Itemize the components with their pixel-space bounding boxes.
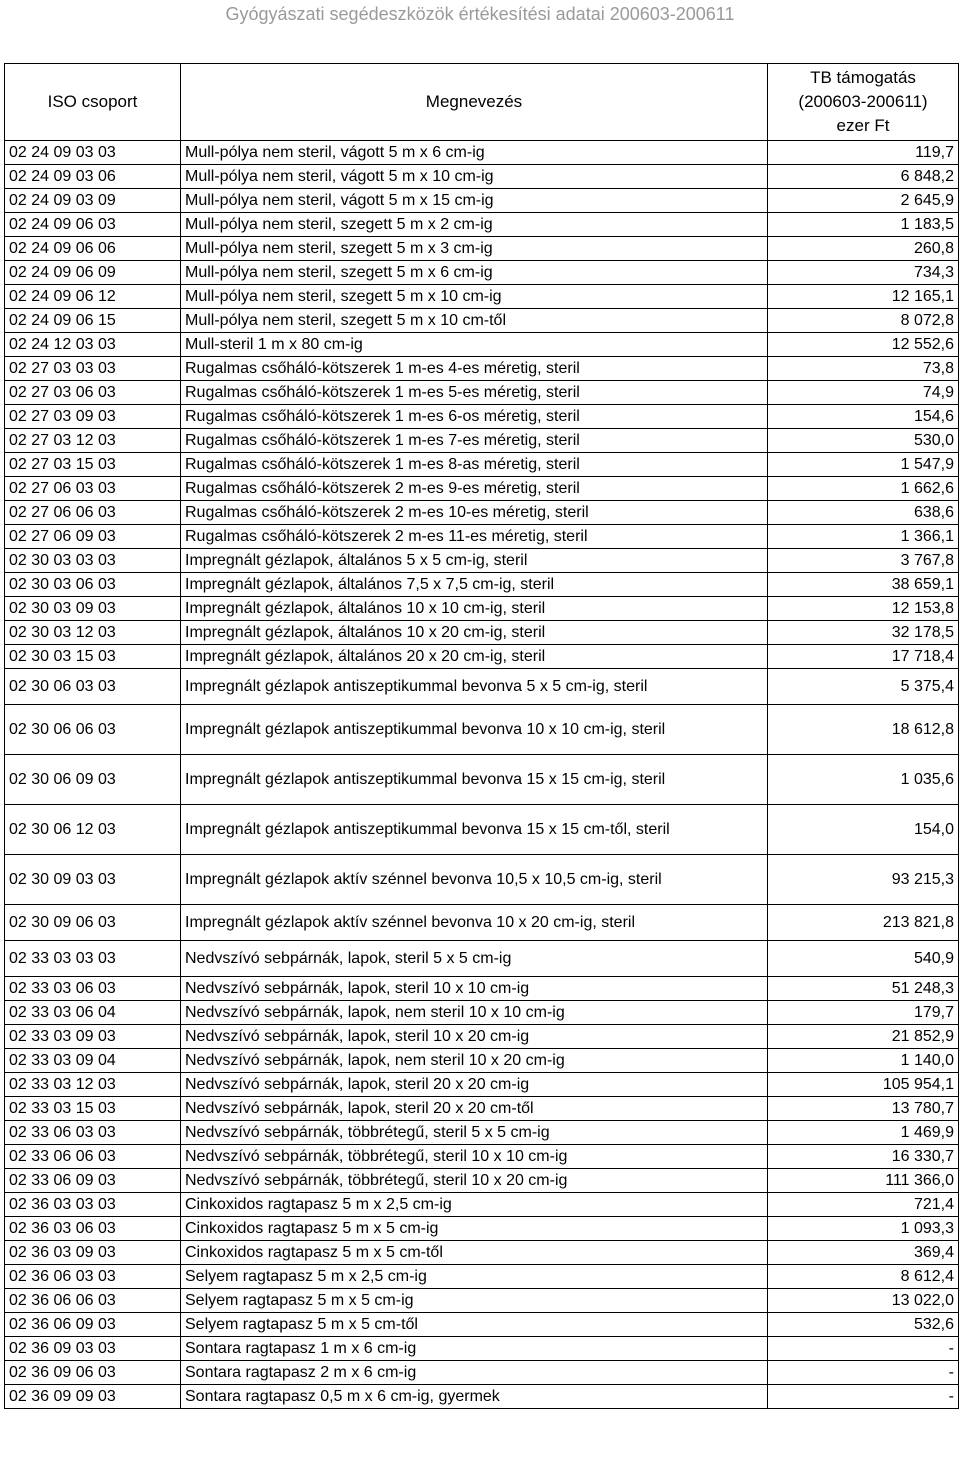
subsidy-value-cell: 3 767,8	[768, 549, 959, 573]
table-row	[5, 1337, 959, 1361]
table-row	[5, 905, 959, 941]
iso-code-cell: 02 36 06 03 03	[5, 1265, 181, 1289]
table-row	[5, 189, 959, 213]
iso-code-cell: 02 24 09 03 09	[5, 189, 181, 213]
table-row	[5, 1073, 959, 1097]
page-title: Gyógyászati segédeszközök értékesítési adatai 200603-200611	[225, 4, 735, 24]
table-row	[5, 237, 959, 261]
table-row	[5, 261, 959, 285]
product-name-cell: Nedvszívó sebpárnák, többrétegű, steril 5 x 5 cm-ig	[181, 1121, 768, 1145]
product-name-cell: Nedvszívó sebpárnák, lapok, steril 20 x 20 cm-től	[181, 1097, 768, 1121]
table-row	[5, 1025, 959, 1049]
table-row	[5, 1001, 959, 1025]
iso-code-cell: 02 30 03 03 03	[5, 549, 181, 573]
table-row	[5, 1265, 959, 1289]
iso-code-cell: 02 36 09 06 03	[5, 1361, 181, 1385]
iso-code-cell: 02 33 06 03 03	[5, 1121, 181, 1145]
iso-code-cell: 02 36 09 09 03	[5, 1385, 181, 1409]
product-name-cell: Cinkoxidos ragtapasz 5 m x 5 cm-ig	[181, 1217, 768, 1241]
subsidy-value-cell: 213 821,8	[768, 905, 959, 941]
iso-code-cell: 02 27 03 03 03	[5, 357, 181, 381]
product-name-cell: Mull-pólya nem steril, szegett 5 m x 6 cm-ig	[181, 261, 768, 285]
iso-code-cell: 02 30 06 03 03	[5, 669, 181, 705]
product-name-cell: Sontara ragtapasz 1 m x 6 cm-ig	[181, 1337, 768, 1361]
table-row	[5, 1217, 959, 1241]
table-row	[5, 1145, 959, 1169]
product-name-cell: Mull-pólya nem steril, vágott 5 m x 10 cm-ig	[181, 165, 768, 189]
column-header-value-line1: TB támogatás	[810, 68, 916, 87]
subsidy-value-cell: 21 852,9	[768, 1025, 959, 1049]
column-header-iso: ISO csoport	[5, 64, 181, 141]
table-row	[5, 1289, 959, 1313]
iso-code-cell: 02 33 06 09 03	[5, 1169, 181, 1193]
product-name-cell: Selyem ragtapasz 5 m x 5 cm-től	[181, 1313, 768, 1337]
iso-code-cell: 02 36 03 06 03	[5, 1217, 181, 1241]
iso-code-cell: 02 30 09 06 03	[5, 905, 181, 941]
column-header-value-line3: ezer Ft	[836, 116, 890, 135]
subsidy-value-cell: -	[768, 1385, 959, 1409]
subsidy-value-cell: 1 183,5	[768, 213, 959, 237]
table-row	[5, 705, 959, 755]
product-name-cell: Sontara ragtapasz 2 m x 6 cm-ig	[181, 1361, 768, 1385]
table-row	[5, 525, 959, 549]
subsidy-value-cell: 1 366,1	[768, 525, 959, 549]
subsidy-value-cell: 93 215,3	[768, 855, 959, 905]
iso-code-cell: 02 30 06 09 03	[5, 755, 181, 805]
product-name-cell: Nedvszívó sebpárnák, lapok, nem steril 10 x 10 cm-ig	[181, 1001, 768, 1025]
product-name-cell: Nedvszívó sebpárnák, lapok, steril 5 x 5 cm-ig	[181, 941, 768, 977]
subsidy-value-cell: 18 612,8	[768, 705, 959, 755]
subsidy-value-cell: 12 165,1	[768, 285, 959, 309]
table-row	[5, 1121, 959, 1145]
table-row	[5, 1361, 959, 1385]
table-row	[5, 645, 959, 669]
subsidy-value-cell: 13 780,7	[768, 1097, 959, 1121]
subsidy-value-cell: 1 547,9	[768, 453, 959, 477]
subsidy-value-cell: 32 178,5	[768, 621, 959, 645]
table-row	[5, 357, 959, 381]
table-row	[5, 549, 959, 573]
product-name-cell: Mull-pólya nem steril, vágott 5 m x 6 cm-ig	[181, 141, 768, 165]
subsidy-value-cell: 721,4	[768, 1193, 959, 1217]
product-name-cell: Impregnált gézlapok, általános 5 x 5 cm-ig, steril	[181, 549, 768, 573]
table-row	[5, 141, 959, 165]
product-name-cell: Rugalmas csőháló-kötszerek 1 m-es 8-as méretig, steril	[181, 453, 768, 477]
subsidy-value-cell: 369,4	[768, 1241, 959, 1265]
subsidy-value-cell: 734,3	[768, 261, 959, 285]
product-name-cell: Impregnált gézlapok antiszeptikummal bevonva 15 x 15 cm-ig, steril	[181, 755, 768, 805]
table-row	[5, 1241, 959, 1265]
column-header-value	[768, 64, 959, 141]
table-row	[5, 573, 959, 597]
iso-code-cell: 02 33 03 03 03	[5, 941, 181, 977]
table-row	[5, 501, 959, 525]
product-name-cell: Mull-steril 1 m x 80 cm-ig	[181, 333, 768, 357]
subsidy-value-cell: 638,6	[768, 501, 959, 525]
subsidy-value-cell: 16 330,7	[768, 1145, 959, 1169]
product-name-cell: Nedvszívó sebpárnák, lapok, steril 20 x 20 cm-ig	[181, 1073, 768, 1097]
product-name-cell: Impregnált gézlapok antiszeptikummal bevonva 15 x 15 cm-től, steril	[181, 805, 768, 855]
product-name-cell: Rugalmas csőháló-kötszerek 1 m-es 4-es méretig, steril	[181, 357, 768, 381]
iso-code-cell: 02 36 09 03 03	[5, 1337, 181, 1361]
table-row	[5, 855, 959, 905]
iso-code-cell: 02 30 06 12 03	[5, 805, 181, 855]
iso-code-cell: 02 27 06 03 03	[5, 477, 181, 501]
iso-code-cell: 02 33 03 09 03	[5, 1025, 181, 1049]
iso-code-cell: 02 33 03 09 04	[5, 1049, 181, 1073]
product-name-cell: Impregnált gézlapok, általános 7,5 x 7,5 cm-ig, steril	[181, 573, 768, 597]
table-row	[5, 309, 959, 333]
table-row	[5, 453, 959, 477]
product-name-cell: Rugalmas csőháló-kötszerek 2 m-es 10-es méretig, steril	[181, 501, 768, 525]
subsidy-value-cell: 73,8	[768, 357, 959, 381]
table-row	[5, 477, 959, 501]
product-name-cell: Mull-pólya nem steril, szegett 5 m x 10 cm-től	[181, 309, 768, 333]
table-row	[5, 977, 959, 1001]
iso-code-cell: 02 30 06 06 03	[5, 705, 181, 755]
iso-code-cell: 02 30 03 15 03	[5, 645, 181, 669]
product-name-cell: Impregnált gézlapok antiszeptikummal bevonva 5 x 5 cm-ig, steril	[181, 669, 768, 705]
column-header-name: Megnevezés	[181, 64, 768, 141]
product-name-cell: Selyem ragtapasz 5 m x 2,5 cm-ig	[181, 1265, 768, 1289]
product-name-cell: Mull-pólya nem steril, szegett 5 m x 2 cm-ig	[181, 213, 768, 237]
table-row	[5, 405, 959, 429]
product-name-cell: Rugalmas csőháló-kötszerek 1 m-es 7-es méretig, steril	[181, 429, 768, 453]
subsidy-value-cell: 154,0	[768, 805, 959, 855]
header-row	[5, 64, 959, 141]
table-row	[5, 1049, 959, 1073]
product-name-cell: Nedvszívó sebpárnák, többrétegű, steril 10 x 20 cm-ig	[181, 1169, 768, 1193]
iso-code-cell: 02 33 03 15 03	[5, 1097, 181, 1121]
subsidy-value-cell: 8 612,4	[768, 1265, 959, 1289]
subsidy-value-cell: 540,9	[768, 941, 959, 977]
iso-code-cell: 02 27 03 12 03	[5, 429, 181, 453]
product-name-cell: Cinkoxidos ragtapasz 5 m x 2,5 cm-ig	[181, 1193, 768, 1217]
subsidy-value-cell: 1 662,6	[768, 477, 959, 501]
product-name-cell: Mull-pólya nem steril, szegett 5 m x 10 cm-ig	[181, 285, 768, 309]
iso-code-cell: 02 27 03 09 03	[5, 405, 181, 429]
iso-code-cell: 02 24 09 06 06	[5, 237, 181, 261]
subsidy-value-cell: 5 375,4	[768, 669, 959, 705]
iso-code-cell: 02 33 03 06 04	[5, 1001, 181, 1025]
table-row	[5, 597, 959, 621]
iso-code-cell: 02 36 03 09 03	[5, 1241, 181, 1265]
iso-code-cell: 02 33 03 12 03	[5, 1073, 181, 1097]
subsidy-value-cell: 2 645,9	[768, 189, 959, 213]
product-name-cell: Rugalmas csőháló-kötszerek 1 m-es 5-es méretig, steril	[181, 381, 768, 405]
subsidy-value-cell: 105 954,1	[768, 1073, 959, 1097]
product-name-cell: Mull-pólya nem steril, vágott 5 m x 15 cm-ig	[181, 189, 768, 213]
iso-code-cell: 02 24 09 06 12	[5, 285, 181, 309]
subsidy-value-cell: 17 718,4	[768, 645, 959, 669]
iso-code-cell: 02 27 03 06 03	[5, 381, 181, 405]
table-row	[5, 1313, 959, 1337]
subsidy-value-cell: 8 072,8	[768, 309, 959, 333]
subsidy-value-cell: 1 035,6	[768, 755, 959, 805]
table-row	[5, 1385, 959, 1409]
table-row	[5, 755, 959, 805]
iso-code-cell: 02 24 09 03 06	[5, 165, 181, 189]
table-row	[5, 941, 959, 977]
subsidy-value-cell: 6 848,2	[768, 165, 959, 189]
iso-code-cell: 02 30 03 12 03	[5, 621, 181, 645]
product-name-cell: Rugalmas csőháló-kötszerek 1 m-es 6-os méretig, steril	[181, 405, 768, 429]
table-body	[5, 141, 959, 1409]
subsidy-value-cell: 260,8	[768, 237, 959, 261]
table-row	[5, 285, 959, 309]
subsidy-value-cell: 13 022,0	[768, 1289, 959, 1313]
product-name-cell: Rugalmas csőháló-kötszerek 2 m-es 11-es méretig, steril	[181, 525, 768, 549]
iso-code-cell: 02 24 12 03 03	[5, 333, 181, 357]
iso-code-cell: 02 27 06 09 03	[5, 525, 181, 549]
iso-code-cell: 02 30 03 06 03	[5, 573, 181, 597]
product-name-cell: Cinkoxidos ragtapasz 5 m x 5 cm-től	[181, 1241, 768, 1265]
table-row	[5, 429, 959, 453]
iso-code-cell: 02 36 06 09 03	[5, 1313, 181, 1337]
iso-code-cell: 02 24 09 03 03	[5, 141, 181, 165]
product-name-cell: Selyem ragtapasz 5 m x 5 cm-ig	[181, 1289, 768, 1313]
iso-code-cell: 02 27 06 06 03	[5, 501, 181, 525]
product-name-cell: Nedvszívó sebpárnák, lapok, steril 10 x 20 cm-ig	[181, 1025, 768, 1049]
product-name-cell: Impregnált gézlapok antiszeptikummal bevonva 10 x 10 cm-ig, steril	[181, 705, 768, 755]
product-name-cell: Rugalmas csőháló-kötszerek 2 m-es 9-es méretig, steril	[181, 477, 768, 501]
table-row	[5, 1097, 959, 1121]
subsidy-value-cell: 74,9	[768, 381, 959, 405]
table-row	[5, 1193, 959, 1217]
iso-code-cell: 02 30 03 09 03	[5, 597, 181, 621]
product-name-cell: Impregnált gézlapok, általános 10 x 10 cm-ig, steril	[181, 597, 768, 621]
iso-code-cell: 02 24 09 06 09	[5, 261, 181, 285]
table-row	[5, 333, 959, 357]
subsidy-value-cell: 51 248,3	[768, 977, 959, 1001]
sales-table	[4, 63, 959, 1409]
product-name-cell: Impregnált gézlapok, általános 20 x 20 cm-ig, steril	[181, 645, 768, 669]
subsidy-value-cell: 12 552,6	[768, 333, 959, 357]
subsidy-value-cell: 1 093,3	[768, 1217, 959, 1241]
iso-code-cell: 02 36 06 06 03	[5, 1289, 181, 1313]
iso-code-cell: 02 27 03 15 03	[5, 453, 181, 477]
table-row	[5, 213, 959, 237]
subsidy-value-cell: 12 153,8	[768, 597, 959, 621]
product-name-cell: Impregnált gézlapok aktív szénnel bevonva 10 x 20 cm-ig, steril	[181, 905, 768, 941]
subsidy-value-cell: 1 140,0	[768, 1049, 959, 1073]
subsidy-value-cell: -	[768, 1361, 959, 1385]
table-row	[5, 381, 959, 405]
table-row	[5, 621, 959, 645]
iso-code-cell: 02 33 03 06 03	[5, 977, 181, 1001]
iso-code-cell: 02 24 09 06 03	[5, 213, 181, 237]
product-name-cell: Mull-pólya nem steril, szegett 5 m x 3 cm-ig	[181, 237, 768, 261]
iso-code-cell: 02 36 03 03 03	[5, 1193, 181, 1217]
iso-code-cell: 02 30 09 03 03	[5, 855, 181, 905]
product-name-cell: Nedvszívó sebpárnák, többrétegű, steril 10 x 10 cm-ig	[181, 1145, 768, 1169]
table-row	[5, 1169, 959, 1193]
subsidy-value-cell: 179,7	[768, 1001, 959, 1025]
subsidy-value-cell: 530,0	[768, 429, 959, 453]
subsidy-value-cell: 532,6	[768, 1313, 959, 1337]
subsidy-value-cell: 38 659,1	[768, 573, 959, 597]
product-name-cell: Impregnált gézlapok, általános 10 x 20 cm-ig, steril	[181, 621, 768, 645]
subsidy-value-cell: 119,7	[768, 141, 959, 165]
table-row	[5, 165, 959, 189]
subsidy-value-cell: 154,6	[768, 405, 959, 429]
product-name-cell: Impregnált gézlapok aktív szénnel bevonva 10,5 x 10,5 cm-ig, steril	[181, 855, 768, 905]
table-row	[5, 669, 959, 705]
table-row	[5, 805, 959, 855]
column-header-value-line2: (200603-200611)	[798, 92, 928, 111]
iso-code-cell: 02 33 06 06 03	[5, 1145, 181, 1169]
subsidy-value-cell: -	[768, 1337, 959, 1361]
product-name-cell: Nedvszívó sebpárnák, lapok, nem steril 10 x 20 cm-ig	[181, 1049, 768, 1073]
iso-code-cell: 02 24 09 06 15	[5, 309, 181, 333]
product-name-cell: Nedvszívó sebpárnák, lapok, steril 10 x 10 cm-ig	[181, 977, 768, 1001]
product-name-cell: Sontara ragtapasz 0,5 m x 6 cm-ig, gyermek	[181, 1385, 768, 1409]
subsidy-value-cell: 1 469,9	[768, 1121, 959, 1145]
subsidy-value-cell: 111 366,0	[768, 1169, 959, 1193]
